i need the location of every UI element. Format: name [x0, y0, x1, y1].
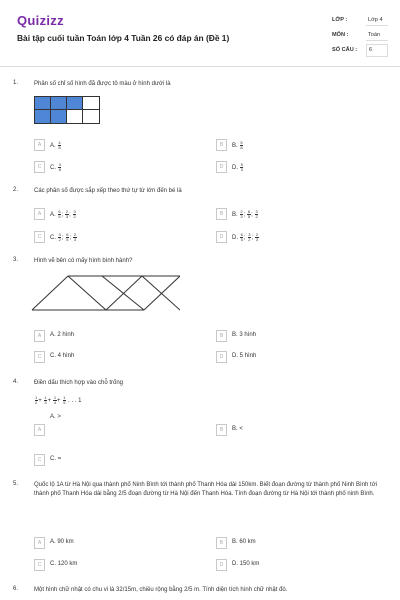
option-letter-box: B — [216, 139, 227, 151]
option-text: A. $\frac{6}{5}$ ; $\frac{2}{3}$ ; $\frac{3}{2}$ — [50, 209, 76, 219]
page-title: Bài tập cuối tuần Toán lớp 4 Tuần 26 có đáp án (Đề 1) — [17, 33, 230, 43]
denominator: 8 — [240, 145, 243, 150]
option-fraction — [65, 210, 68, 219]
option-label: A. — [50, 143, 56, 150]
numerator: 3 — [73, 209, 76, 214]
option-fraction — [255, 233, 258, 242]
numerator: 1 — [63, 395, 66, 400]
question-2-text: Các phân số được sắp xếp theo thứ tự từ lớn đến bé là — [34, 188, 182, 194]
option-letter-box: B — [216, 537, 227, 549]
figure-line — [106, 276, 142, 310]
option-text: C. 120 km — [50, 561, 78, 567]
option-letter-box: D — [216, 559, 227, 571]
option-fraction — [66, 233, 69, 242]
option-fraction — [73, 210, 76, 219]
option-letter-box: C — [34, 454, 45, 466]
figure-line — [32, 276, 68, 310]
option-text: C. 4 hình — [50, 353, 75, 359]
numerator: 3 — [58, 162, 61, 167]
numerator: 2 — [255, 232, 259, 237]
option-text: A. 2 hình — [50, 332, 75, 338]
denominator: 3 — [65, 214, 69, 219]
expr-fraction — [35, 396, 38, 405]
numerator: 1 — [44, 395, 47, 400]
denominator: 8 — [58, 167, 61, 172]
option-letter-box: C — [34, 559, 45, 571]
option-text: D. 150 km — [232, 561, 260, 567]
denominator: 5 — [240, 237, 243, 242]
question-4-text: Điền dấu thích hợp vào chỗ trống — [34, 380, 123, 386]
numerator: 6 — [247, 209, 251, 214]
numerator: 6 — [58, 209, 61, 214]
expr-fraction — [44, 396, 47, 405]
option-letter-box: B — [216, 330, 227, 342]
option-fraction — [248, 233, 251, 242]
figure-line — [68, 276, 106, 310]
question-1-number: 1. — [13, 80, 19, 86]
option-letter-box: C — [34, 161, 45, 173]
figure-line — [102, 276, 144, 310]
grid-cell-empty — [67, 110, 83, 123]
denominator: 2 — [58, 237, 61, 242]
option-fraction — [240, 163, 243, 172]
meta-grade-line — [366, 25, 388, 26]
numerator: 2 — [240, 209, 243, 214]
numerator: 1 — [53, 395, 57, 400]
option-fraction — [240, 233, 243, 242]
option-text: C. = — [50, 456, 62, 462]
grid-cell-filled — [35, 110, 51, 123]
denominator: 2 — [73, 214, 76, 219]
option-letter-box: C — [34, 231, 45, 243]
option-fraction — [255, 210, 258, 219]
option-label: A. — [50, 212, 56, 219]
numerator: 5 — [240, 162, 243, 167]
option-text: D. $\frac{6}{5}$ ; $\frac{3}{2}$ ; $\frac{2}{3}$ — [232, 232, 259, 242]
option-letter-box: A — [34, 330, 45, 342]
denominator: 5 — [63, 400, 66, 405]
option-label: B. — [232, 212, 238, 219]
expr-fraction — [53, 396, 56, 405]
option-text — [232, 141, 244, 150]
option-text: B. 3 hình — [232, 332, 257, 338]
denominator: 8 — [58, 145, 61, 150]
option-letter-box: B — [216, 208, 227, 220]
header-divider — [0, 66, 400, 67]
question-3-text: Hình vẽ bên có mấy hình bình hành? — [34, 258, 133, 264]
option-letter-box: A — [34, 208, 45, 220]
option-text — [50, 163, 62, 172]
numerator: 4 — [58, 140, 61, 145]
denominator: 5 — [247, 214, 251, 219]
numerator: 6 — [240, 232, 243, 237]
option-text: B. < — [232, 426, 243, 432]
numerator: 6 — [66, 232, 69, 237]
option-letter-box: A — [34, 424, 45, 436]
meta-grade-label: LỚP : — [332, 17, 348, 23]
option-text: B. $\frac{2}{3}$ ; $\frac{6}{5}$ ; $\frac{3}{2}$ — [232, 209, 258, 219]
option-letter-box: A — [34, 139, 45, 151]
grid-cell-filled — [51, 97, 67, 110]
option-fraction — [73, 233, 76, 242]
option-letter-box: D — [216, 231, 227, 243]
math-expression: $\frac{1}{2}$ + $\frac{1}{3}$ + $\frac{1}{4}$ + $\frac{1}{5}$ . . . 1 — [35, 395, 82, 405]
grid-cell-filled — [67, 97, 83, 110]
option-text: C. $\frac{3}{2}$ ; $\frac{6}{5}$ ; $\frac{2}{3}$ — [50, 232, 77, 242]
denominator: 3 — [240, 167, 243, 172]
option-fraction — [58, 233, 61, 242]
question-5-number: 5. — [13, 481, 19, 487]
option-text: A. 90 km — [50, 539, 74, 545]
denominator: 3 — [240, 214, 243, 219]
expr-fraction — [63, 396, 66, 405]
option-label: C. — [50, 235, 56, 242]
option-letter-box: D — [216, 351, 227, 363]
option-fraction — [240, 210, 243, 219]
option-text: A. > — [50, 414, 61, 420]
fraction-grid-figure — [34, 96, 100, 124]
option-fraction — [58, 141, 61, 150]
option-text — [232, 163, 244, 172]
grid-cell-empty — [83, 110, 99, 123]
grid-cell-filled — [51, 110, 67, 123]
numerator: 2 — [65, 209, 69, 214]
option-letter-box: D — [216, 161, 227, 173]
option-label: C. — [50, 165, 56, 172]
option-letter-box: A — [34, 537, 45, 549]
denominator: 5 — [66, 237, 69, 242]
option-label: B. — [232, 143, 238, 150]
denominator: 3 — [255, 237, 259, 242]
denominator: 2 — [35, 400, 38, 405]
parallelogram-figure — [30, 270, 180, 316]
option-fraction — [58, 210, 61, 219]
numerator: 1 — [35, 395, 38, 400]
numerator: 5 — [240, 140, 243, 145]
option-letter-box: B — [216, 424, 227, 436]
denominator: 3 — [73, 237, 77, 242]
denominator: 5 — [58, 214, 61, 219]
meta-count-label: SỐ CÂU : — [332, 47, 358, 53]
option-text: B. 60 km — [232, 539, 256, 545]
question-6-number: 6. — [13, 586, 19, 592]
numerator: 2 — [73, 232, 77, 237]
denominator: 2 — [248, 237, 251, 242]
option-fraction — [247, 210, 250, 219]
question-1-text: Phân số chỉ số hình đã được tô màu ở hình dưới là — [34, 81, 171, 87]
option-label: D. — [232, 235, 238, 242]
option-text — [50, 141, 62, 150]
option-letter-box: C — [34, 351, 45, 363]
option-text: D. 5 hình — [232, 353, 257, 359]
meta-subject-value: Toán — [368, 32, 381, 38]
question-4-number: 4. — [13, 379, 19, 385]
denominator: 4 — [53, 400, 57, 405]
expr-tail: . . . 1 — [68, 398, 82, 405]
grid-cell-empty — [83, 97, 99, 110]
denominator: 2 — [255, 214, 258, 219]
option-fraction — [58, 163, 61, 172]
meta-count-value: 6 — [366, 44, 388, 57]
denominator: 3 — [44, 400, 47, 405]
meta-subject-line — [366, 40, 388, 41]
meta-grade-value: Lớp 4 — [368, 17, 383, 23]
numerator: 3 — [58, 232, 61, 237]
numerator: 3 — [248, 232, 251, 237]
grid-cell-filled — [35, 97, 51, 110]
option-label: D. — [232, 165, 238, 172]
numerator: 3 — [255, 209, 258, 214]
option-fraction — [240, 141, 243, 150]
question-3-number: 3. — [13, 257, 19, 263]
question-2-number: 2. — [13, 187, 19, 193]
meta-subject-label: MÔN : — [332, 32, 349, 38]
question-5-text: Quốc lộ 1A từ Hà Nội qua thành phố Ninh Bình tới thành phố Thanh Hóa dài 150km. Biết đoạn đường từ thành phố Ninh Bình tới thành phố Thanh Hóa dài bằng 2/5 đoạn đường từ Hà Nội đến Thanh Hóa. Tính đoạn đường từ Hà Nội tới thành phố ninh Bình. — [34, 482, 377, 498]
quizizz-logo: Quizizz — [17, 13, 64, 28]
question-6-text: Một hình chữ nhật có chu vi là 32/15m, chiều rộng bằng 2/5 m. Tính diện tích hình chữ nhật đó. — [34, 587, 288, 593]
